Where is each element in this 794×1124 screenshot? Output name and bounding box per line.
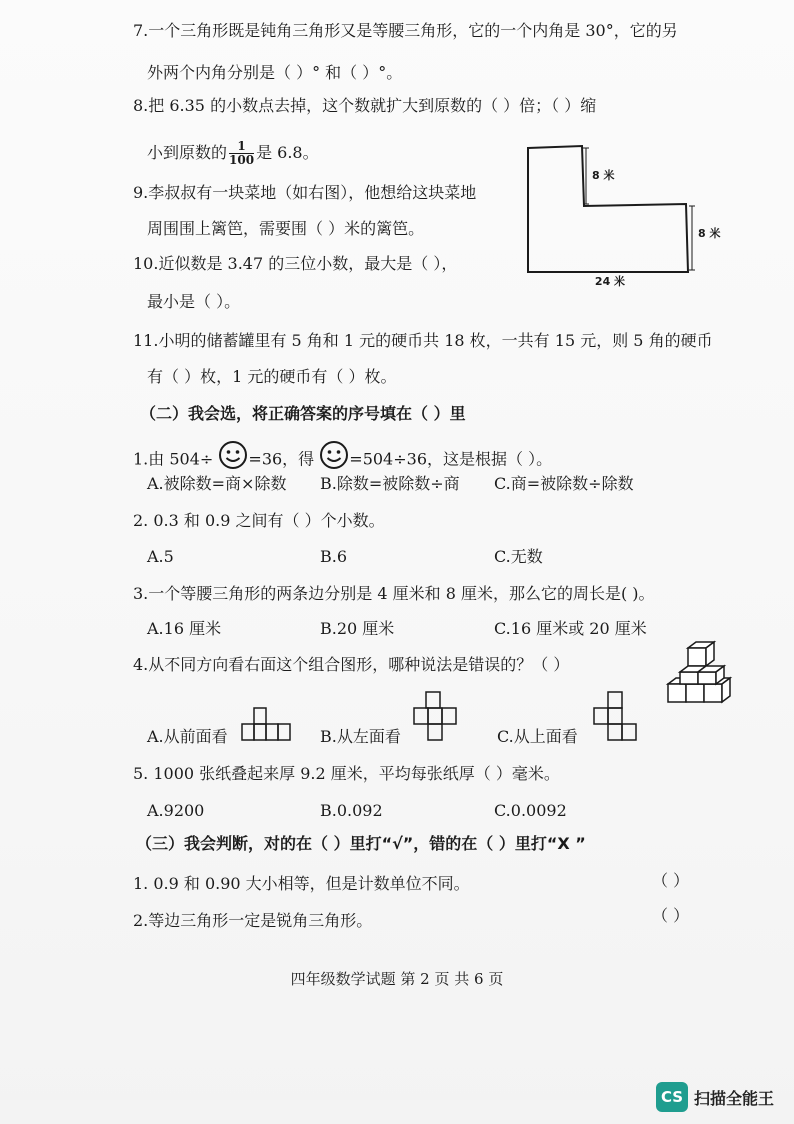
choice-q4-option-b: B.从左面看	[320, 727, 401, 746]
question-7-line-1: 7.一个三角形既是钝角三角形又是等腰三角形，它的一个内角是 30°，它的另	[133, 21, 678, 40]
label-bottom: 24 米	[594, 275, 626, 288]
question-10-line-1: 10.近似数是 3.47 的三位小数，最大是（ ），	[133, 254, 458, 273]
choice-question-5: 5. 1000 张纸叠起来厚 9.2 厘米，平均每张纸厚（ ）毫米。	[133, 764, 560, 783]
fraction-denominator: 100	[229, 153, 255, 167]
top-view-figure	[592, 690, 640, 742]
cube-stack-figure	[660, 640, 744, 710]
choice-q1-option-b: B.除数=被除数÷商	[320, 474, 460, 493]
label-top: 8 米	[592, 169, 615, 182]
fraction-one-hundredth	[229, 140, 254, 167]
question-8-line-2	[147, 136, 319, 170]
choice-q3-option-c: C.16 厘米或 20 厘米	[494, 619, 647, 638]
choice-q4-option-a: A.从前面看	[147, 727, 228, 746]
choice-q1-option-c: C.商=被除数÷除数	[494, 474, 634, 493]
choice-q2-option-b: B.6	[320, 547, 348, 566]
cs-app-name: 扫描全能王	[694, 1089, 775, 1108]
choice-q1-option-a: A.被除数=商×除数	[147, 474, 287, 493]
fraction-numerator: 1	[229, 140, 254, 154]
garden-figure	[520, 140, 750, 290]
choice-question-1	[133, 440, 552, 470]
judge-question-1: 1. 0.9 和 0.90 大小相等，但是计数单位不同。	[133, 874, 470, 893]
judge-q2-answer-paren: （ ）	[652, 906, 690, 925]
choice-question-3: 3.一个等腰三角形的两条边分别是 4 厘米和 8 厘米，那么它的周长是( )。	[133, 584, 655, 603]
choice-q2-option-c: C.无数	[494, 547, 543, 566]
question-8-text-pre: 小到原数的	[147, 143, 228, 162]
question-8-text-post: 是 6.8。	[256, 143, 319, 162]
section-choice-header: （二）我会选，将正确答案的序号填在（ ）里	[140, 404, 466, 423]
choice-q5-option-a: A.9200	[147, 801, 205, 820]
question-11-line-1: 11.小明的储蓄罐里有 5 角和 1 元的硬币共 18 枚，一共有 15 元，则 5 角的硬币	[133, 331, 713, 350]
section-judge-header: （三）我会判断，对的在（ ）里打“√”，错的在（ ）里打“X ”	[136, 834, 586, 853]
question-10-line-2: 最小是（ ）。	[147, 292, 241, 311]
question-9-line-1: 9.李叔叔有一块菜地（如右图），他想给这块菜地	[133, 183, 477, 202]
choice-q3-option-a: A.16 厘米	[147, 619, 222, 638]
page-footer: 四年级数学试题 第 2 页 共 6 页	[290, 970, 504, 988]
garden-outline	[528, 146, 688, 272]
question-11-line-2: 有（ ）枚，1 元的硬币有（ ）枚。	[147, 367, 397, 386]
judge-q1-answer-paren: （ ）	[652, 871, 690, 890]
camscanner-watermark	[656, 1082, 790, 1114]
choice-q3-option-b: B.20 厘米	[320, 619, 395, 638]
choice-question-2: 2. 0.3 和 0.9 之间有（ ）个小数。	[133, 511, 385, 530]
choice-q1-part-b: =36，得	[248, 449, 315, 469]
judge-question-2: 2.等边三角形一定是锐角三角形。	[133, 911, 373, 930]
question-8-line-1: 8.把 6.35 的小数点去掉，这个数就扩大到原数的（ ）倍；（ ）缩	[133, 96, 597, 115]
choice-q1-part-c: =504÷36，这是根据（ ）。	[349, 449, 553, 469]
choice-question-4: 4.从不同方向看右面这个组合图形，哪种说法是错误的？（ ）	[133, 655, 570, 674]
cs-logo-icon: CS	[656, 1082, 688, 1112]
left-view-figure	[412, 690, 460, 742]
choice-q5-option-b: B.0.092	[320, 801, 383, 820]
question-7-line-2: 外两个内角分别是（ ）° 和（ ）°。	[147, 63, 403, 82]
question-9-line-2: 周围围上篱笆，需要围（ ）米的篱笆。	[147, 219, 425, 238]
label-right: 8 米	[698, 227, 721, 240]
choice-q4-option-c: C.从上面看	[497, 727, 578, 746]
choice-q5-option-c: C.0.0092	[494, 801, 567, 820]
choice-q2-option-a: A.5	[147, 547, 174, 566]
front-view-figure	[240, 706, 296, 744]
choice-q1-part-a: 1.由 504÷	[133, 449, 214, 469]
